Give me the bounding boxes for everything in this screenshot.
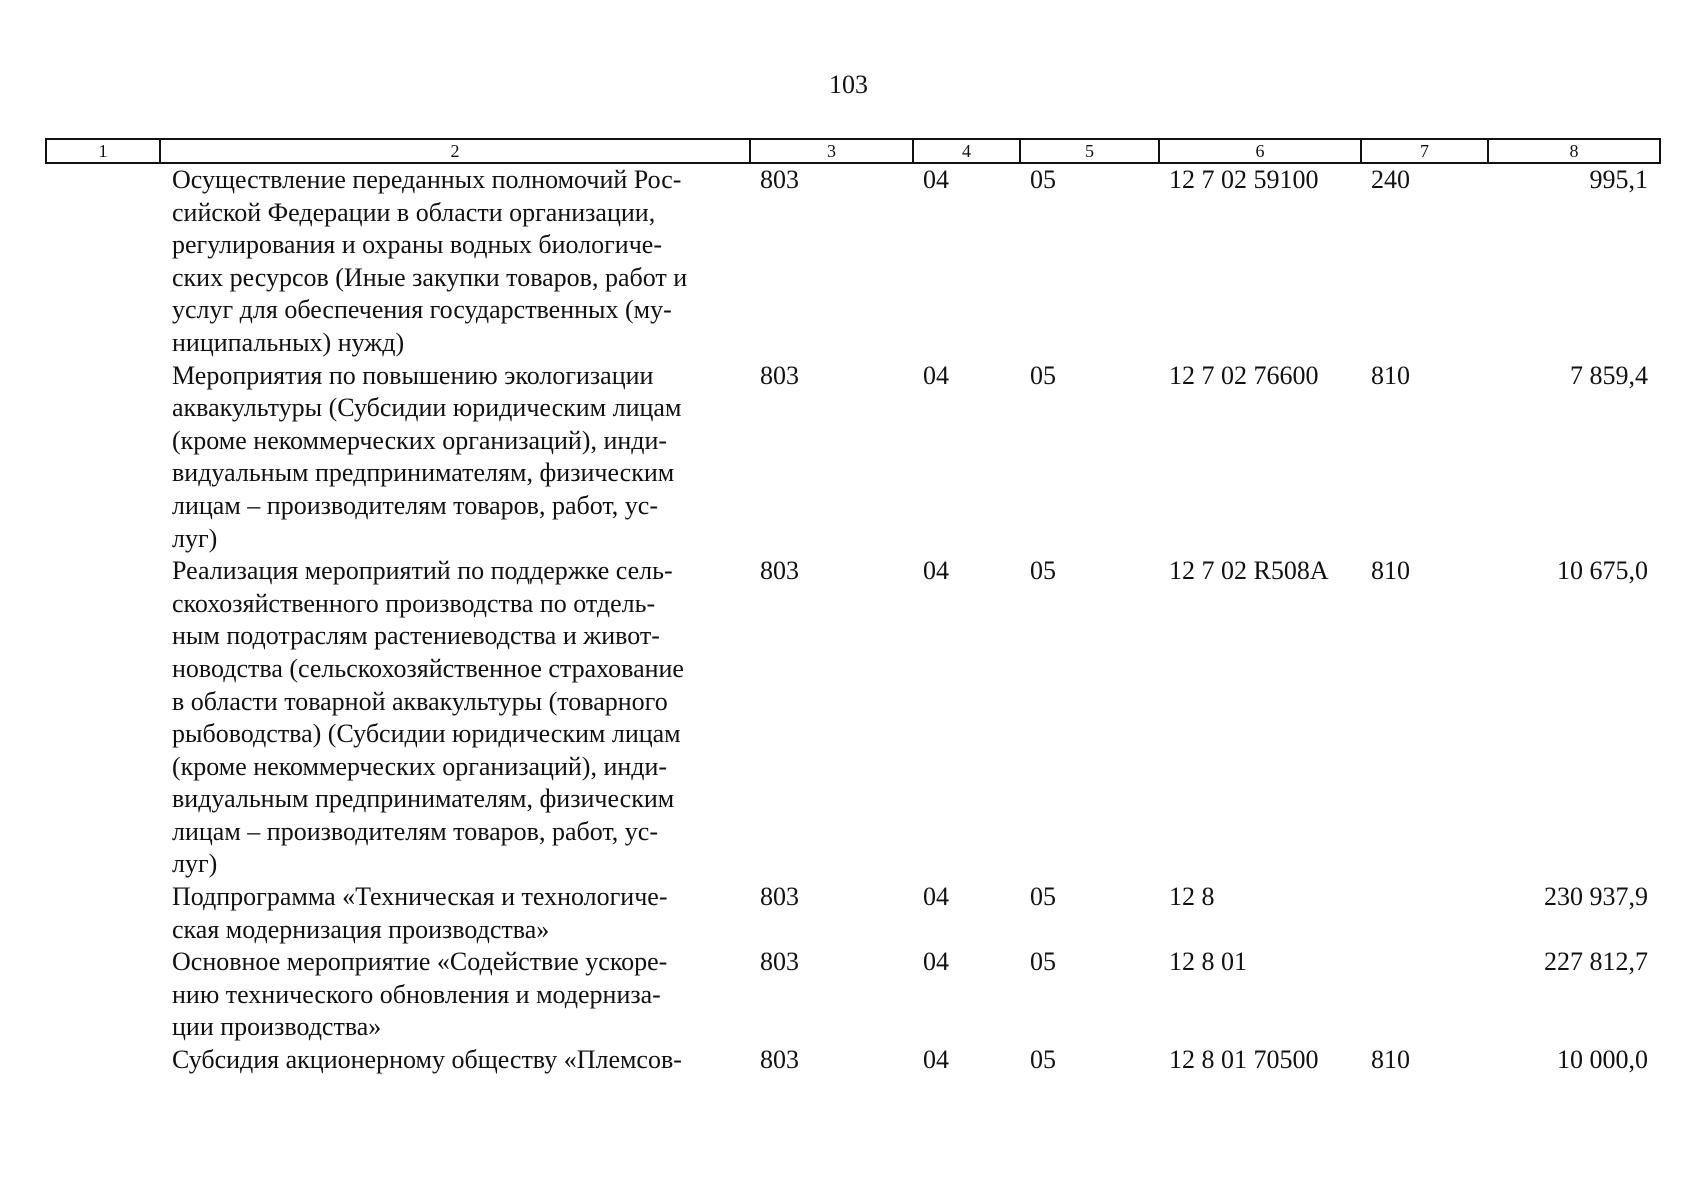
ministry-code-cell: 803 <box>760 947 799 977</box>
target-article-cell: 12 8 01 70500 <box>1169 1045 1319 1075</box>
expense-name-line: луг) <box>172 849 218 879</box>
table-row <box>46 1044 1660 1077</box>
table-header-row <box>46 139 1660 163</box>
expense-name-line: лицам – производителям товаров, работ, ус- <box>172 816 658 846</box>
budget-table <box>45 138 1661 1077</box>
header-col-8: 8 <box>1488 139 1660 163</box>
subsection-code-cell: 05 <box>1030 947 1056 977</box>
section-code-cell: 04 <box>923 360 949 390</box>
expense-name-line: ниципальных) нужд) <box>172 327 405 357</box>
expense-type-cell: 810 <box>1371 1045 1410 1075</box>
subsection-code-cell: 05 <box>1030 1045 1056 1075</box>
expense-name-line: ции производства» <box>172 1012 382 1042</box>
row-number-cell <box>46 946 160 1044</box>
amount-cell: 10 000,0 <box>1557 1045 1648 1075</box>
expense-name-cell <box>160 360 750 556</box>
table-row <box>46 163 1660 360</box>
expense-name-line: ным подотраслям растениеводства и живот- <box>172 621 660 651</box>
target-article-cell: 12 8 01 <box>1169 947 1247 977</box>
expense-type-cell: 810 <box>1371 556 1410 586</box>
amount-cell: 7 859,4 <box>1570 360 1648 390</box>
header-col-2: 2 <box>160 139 750 163</box>
expense-name-line: в области товарной аквакультуры (товарного <box>172 686 668 716</box>
expense-name-line: Мероприятия по повышению экологизации <box>172 360 654 390</box>
expense-type-cell <box>1361 946 1488 1044</box>
expense-name-line: видуальным предпринимателям, физическим <box>172 458 675 488</box>
expense-type-cell: 240 <box>1371 165 1410 194</box>
expense-name-line: (кроме некоммерческих организаций), инди- <box>172 751 668 781</box>
subsection-code-cell: 05 <box>1030 556 1056 586</box>
expense-name-line: скохозяйственного производства по отдель- <box>172 588 656 618</box>
expense-name-cell <box>160 555 750 881</box>
row-number-cell <box>46 555 160 881</box>
table-row <box>46 360 1660 556</box>
expense-name-line: Осуществление переданных полномочий Рос- <box>172 165 682 194</box>
ministry-code-cell: 803 <box>760 556 799 586</box>
expense-name-line: ских ресурсов (Иные закупки товаров, работ и <box>172 262 688 292</box>
expense-name-line: Реализация мероприятий по поддержке сель- <box>172 556 673 586</box>
expense-name-line: видуальным предпринимателям, физическим <box>172 784 675 814</box>
expense-name-line: рыбоводства) (Субсидии юридическим лицам <box>172 719 681 749</box>
table-body <box>46 163 1660 1077</box>
ministry-code-cell: 803 <box>760 882 799 912</box>
amount-cell: 10 675,0 <box>1557 556 1648 586</box>
section-code-cell: 04 <box>923 556 949 586</box>
section-code-cell: 04 <box>923 947 949 977</box>
expense-name-line: нию технического обновления и модерниза- <box>172 979 661 1009</box>
expense-name-line: регулирования и охраны водных биологиче- <box>172 230 662 260</box>
header-col-5: 5 <box>1020 139 1159 163</box>
target-article-cell: 12 7 02 76600 <box>1169 360 1319 390</box>
ministry-code-cell: 803 <box>760 1045 799 1075</box>
row-number-cell <box>46 163 160 360</box>
subsection-code-cell: 05 <box>1030 360 1056 390</box>
header-col-6: 6 <box>1159 139 1361 163</box>
section-code-cell: 04 <box>923 165 949 194</box>
row-number-cell <box>46 360 160 556</box>
expense-name-cell <box>160 163 750 360</box>
expense-name-line: луг) <box>172 523 218 553</box>
expense-type-cell: 810 <box>1371 360 1410 390</box>
target-article-cell: 12 7 02 59100 <box>1169 165 1319 194</box>
expense-name-line: услуг для обеспечения государственных (му- <box>172 295 672 325</box>
expense-name-line: лицам – производителям товаров, работ, ус- <box>172 490 658 520</box>
header-col-3: 3 <box>750 139 913 163</box>
expense-name-line: ская модернизация производства» <box>172 914 550 944</box>
page-number: 103 <box>829 70 868 99</box>
expense-name-cell <box>160 1044 750 1077</box>
header-col-1: 1 <box>46 139 160 163</box>
expense-name-line: сийской Федерации в области организации, <box>172 197 656 227</box>
ministry-code-cell: 803 <box>760 165 799 194</box>
expense-name-line: Субсидия акционерному обществу «Племсов- <box>172 1045 682 1075</box>
expense-type-cell <box>1361 881 1488 946</box>
header-col-4: 4 <box>913 139 1020 163</box>
target-article-cell: 12 7 02 R508A <box>1169 556 1329 586</box>
table-row <box>46 881 1660 946</box>
expense-name-line: Основное мероприятие «Содействие ускоре- <box>172 947 668 977</box>
table-row <box>46 946 1660 1044</box>
row-number-cell <box>46 1044 160 1077</box>
section-code-cell: 04 <box>923 1045 949 1075</box>
expense-name-line: новодства (сельскохозяйственное страхование <box>172 653 684 683</box>
section-code-cell: 04 <box>923 882 949 912</box>
expense-name-cell <box>160 946 750 1044</box>
table-row <box>46 555 1660 881</box>
amount-cell: 995,1 <box>1589 165 1648 194</box>
header-col-7: 7 <box>1361 139 1488 163</box>
subsection-code-cell: 05 <box>1030 165 1056 194</box>
amount-cell: 227 812,7 <box>1544 947 1648 977</box>
target-article-cell: 12 8 <box>1169 882 1215 912</box>
row-number-cell <box>46 881 160 946</box>
expense-name-cell <box>160 881 750 946</box>
ministry-code-cell: 803 <box>760 360 799 390</box>
amount-cell: 230 937,9 <box>1544 882 1648 912</box>
expense-name-line: Подпрограмма «Техническая и технологиче- <box>172 882 668 912</box>
expense-name-line: аквакультуры (Субсидии юридическим лицам <box>172 393 682 423</box>
subsection-code-cell: 05 <box>1030 882 1056 912</box>
expense-name-line: (кроме некоммерческих организаций), инди- <box>172 425 668 455</box>
